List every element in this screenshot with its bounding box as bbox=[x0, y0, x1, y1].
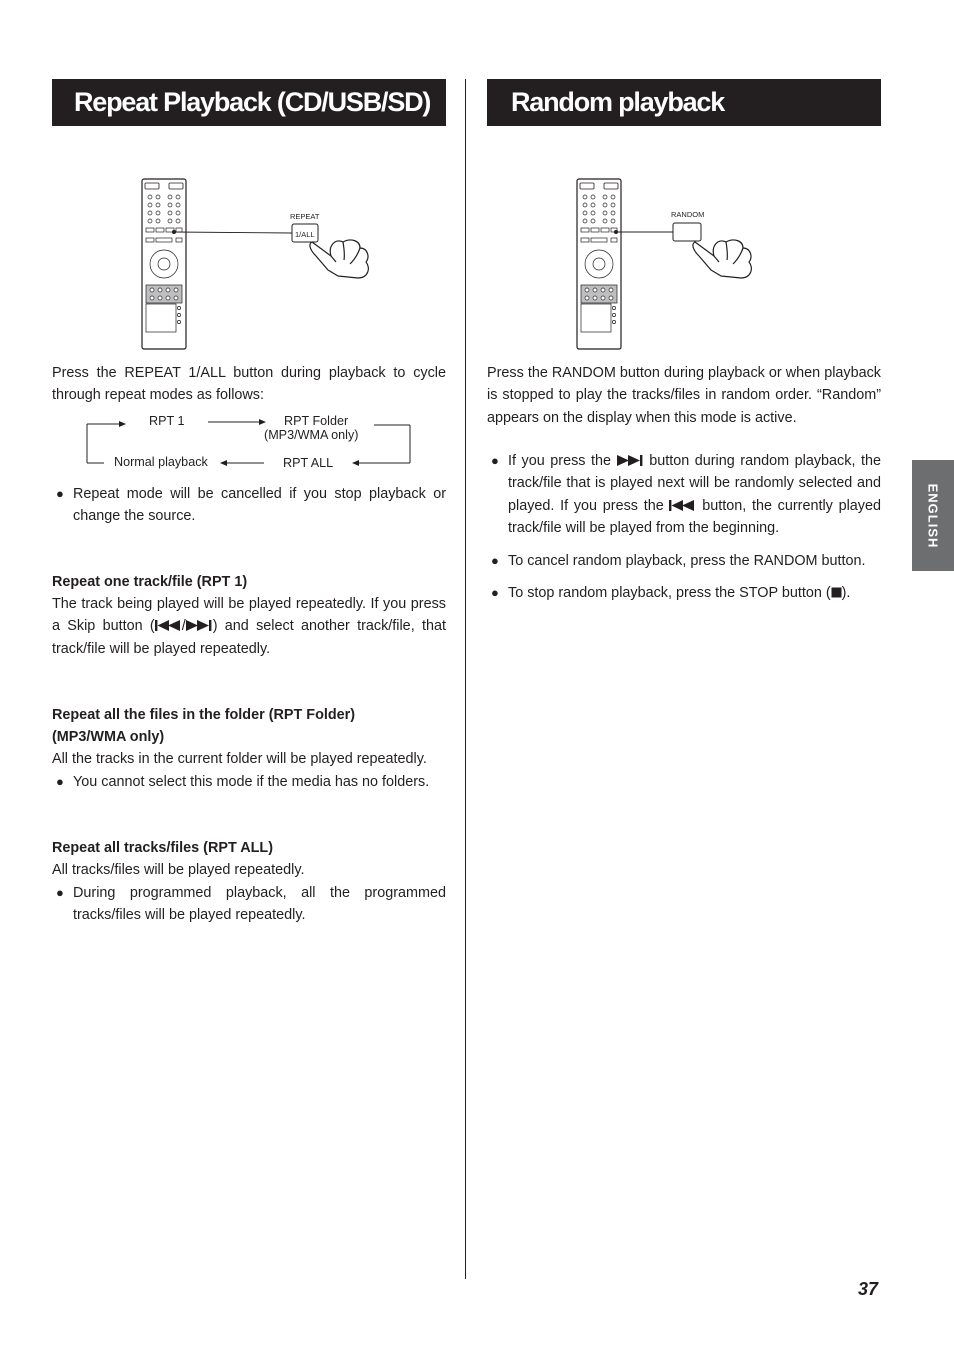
skip-forward-icon bbox=[186, 620, 213, 631]
bullet-skip-c: button, the currently played track/file will be played from the beginning. bbox=[508, 497, 881, 536]
repeat-remote-illustration bbox=[138, 176, 378, 352]
flow-rpt-folder: RPT Folder bbox=[284, 414, 349, 428]
flow-rpt1: RPT 1 bbox=[149, 414, 185, 428]
bullet-programmed bbox=[56, 882, 446, 927]
bullet-skip-b: button during random playback, the track/file that is played next will be randomly selected and played. If you press the bbox=[508, 453, 882, 514]
rpt-folder-body: All the tracks in the current folder will be played repeatedly. bbox=[52, 751, 427, 767]
rpt1-heading: Repeat one track/file (RPT 1) bbox=[52, 574, 248, 590]
repeat-title: Repeat Playback (CD/USB/SD) bbox=[52, 79, 446, 126]
repeat-intro: Press the REPEAT 1/ALL button during playback to cycle through repeat modes as follows: bbox=[52, 365, 446, 404]
rpt1-body-sep: / bbox=[181, 618, 186, 635]
remote-control-icon bbox=[577, 179, 621, 349]
column-divider bbox=[465, 79, 466, 1279]
rpt1-body-a: The track being played will be played repeatedly. If you press a Skip button ( bbox=[52, 596, 446, 635]
hand-pointer-icon bbox=[310, 240, 368, 278]
bullet-cancel-text: Repeat mode will be cancelled if you stop playback or change the source. bbox=[73, 486, 446, 525]
flow-arrows bbox=[52, 410, 446, 470]
skip-back-icon bbox=[155, 620, 182, 631]
leader-line bbox=[174, 232, 292, 233]
repeat-button-label: 1/ALL bbox=[295, 230, 315, 239]
bullet-stop-b: ). bbox=[841, 585, 851, 601]
bullet-dot: ● bbox=[491, 553, 499, 568]
bullet-dot: ● bbox=[491, 453, 499, 468]
bullet-stop-a: To stop random playback, press the STOP button ( bbox=[508, 585, 831, 601]
flow-rpt-all: RPT ALL bbox=[283, 456, 334, 470]
rpt1-body bbox=[52, 593, 446, 660]
language-tab bbox=[912, 460, 954, 571]
flow-normal: Normal playback bbox=[114, 455, 208, 469]
bullet-cancel-random bbox=[491, 550, 881, 572]
language-tab-label: ENGLISH bbox=[925, 483, 941, 548]
repeat-mode-flow bbox=[52, 410, 446, 470]
bullet-dot: ● bbox=[56, 885, 64, 900]
rpt-folder-heading bbox=[52, 704, 446, 749]
random-remote-illustration bbox=[573, 176, 813, 352]
repeat-caption: REPEAT bbox=[290, 212, 320, 221]
rpt1-body-b: ) and select another track/file, that track/file will be played repeatedly. bbox=[52, 618, 446, 657]
bullet-cancel bbox=[56, 483, 446, 528]
random-intro: Press the RANDOM button during playback or when playback is stopped to play the tracks/files in random order. “Random” appears on the display when this mode is active. bbox=[487, 365, 881, 426]
bullet-stop-text bbox=[508, 582, 881, 604]
rpt-folder-heading-l2: (MP3/WMA only) bbox=[52, 729, 165, 746]
remote-control-icon bbox=[142, 179, 186, 349]
random-title: Random playback (CD/USB/SD) bbox=[487, 79, 881, 126]
hand-pointer-icon bbox=[693, 240, 751, 278]
stop-icon bbox=[831, 587, 842, 598]
rpt-all-heading: Repeat all tracks/files (RPT ALL) bbox=[52, 840, 273, 856]
bullet-dot: ● bbox=[56, 774, 64, 789]
bullet-stop bbox=[491, 582, 881, 604]
rpt-folder-heading-l1: Repeat all the files in the folder (RPT Folder) bbox=[52, 707, 356, 723]
page-number: 37 bbox=[857, 1279, 878, 1299]
bullet-no-folders bbox=[56, 771, 446, 793]
bullet-no-folders-text: You cannot select this mode if the media has no folders. bbox=[73, 774, 430, 790]
bullet-skip-text bbox=[508, 450, 881, 539]
bullet-skip-a: If you press the bbox=[508, 453, 612, 469]
skip-forward-icon bbox=[617, 455, 644, 466]
bullet-dot: ● bbox=[491, 585, 499, 600]
random-button-graphic bbox=[673, 223, 701, 241]
rpt-all-body: All tracks/files will be played repeatedly. bbox=[52, 862, 305, 878]
bullet-cancel-random-text: To cancel random playback, press the RANDOM button. bbox=[508, 553, 866, 569]
bullet-dot: ● bbox=[56, 486, 64, 501]
bullet-skip bbox=[491, 450, 881, 539]
flow-rpt-folder-note: (MP3/WMA only) bbox=[264, 428, 359, 442]
bullet-programmed-text: During programmed playback, all the programmed tracks/files will be played repeatedly. bbox=[73, 885, 446, 924]
skip-back-icon bbox=[669, 500, 696, 511]
random-caption: RANDOM bbox=[671, 210, 705, 219]
